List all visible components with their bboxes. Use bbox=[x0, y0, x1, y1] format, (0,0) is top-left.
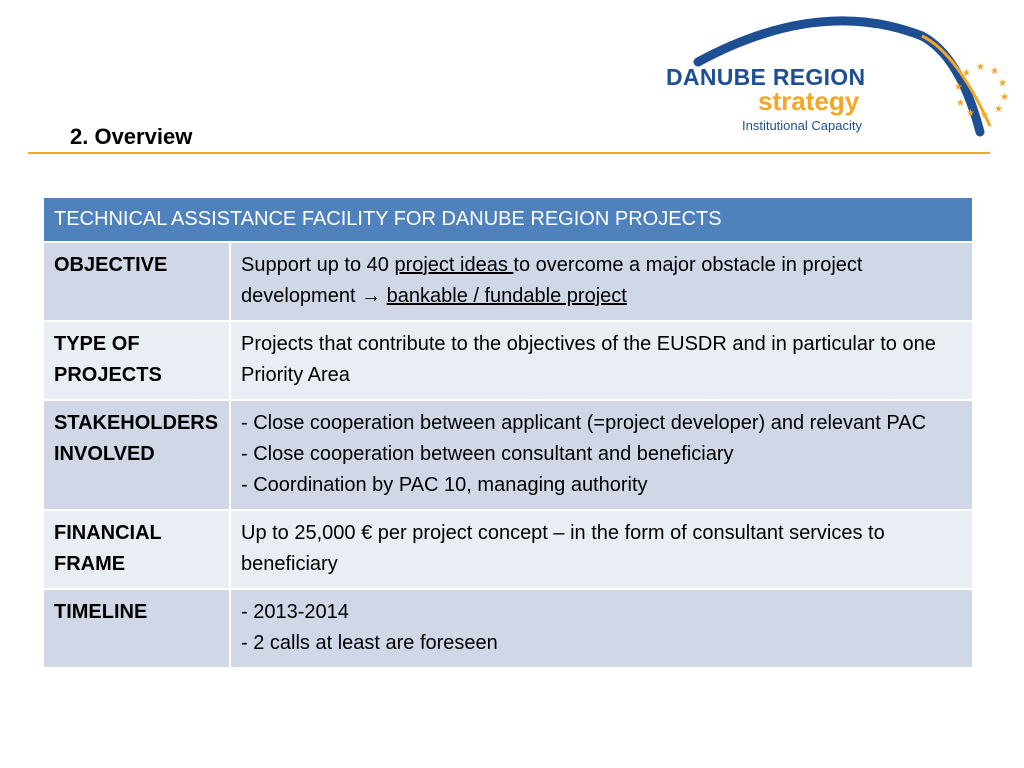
svg-text:★: ★ bbox=[962, 68, 971, 79]
table-row bbox=[44, 321, 972, 400]
row-value-timeline bbox=[230, 589, 972, 668]
timeline-line: - 2 calls at least are foreseen bbox=[241, 632, 498, 654]
timeline-line: - 2013-2014 bbox=[241, 601, 349, 623]
row-value-objective bbox=[230, 242, 972, 321]
stakeholder-line: - Close cooperation between consultant and beneficiary bbox=[241, 443, 734, 465]
row-label-timeline: TIMELINE bbox=[44, 589, 230, 668]
stakeholder-line: - Coordination by PAC 10, managing authority bbox=[241, 474, 648, 496]
svg-text:★: ★ bbox=[994, 104, 1003, 115]
svg-text:★: ★ bbox=[1000, 92, 1009, 103]
project-ideas-link: project ideas bbox=[394, 254, 514, 276]
table-header: TECHNICAL ASSISTANCE FACILITY FOR DANUBE REGION PROJECTS bbox=[44, 198, 972, 242]
stakeholder-line: - Close cooperation between applicant (=project developer) and relevant PAC bbox=[241, 412, 927, 434]
logo-text-strategy: strategy bbox=[758, 86, 860, 116]
svg-text:★: ★ bbox=[998, 78, 1007, 89]
objective-text-b: to overcome a major obstacle in project development bbox=[241, 254, 863, 307]
table-row bbox=[44, 242, 972, 321]
arrow-right-icon: → bbox=[361, 285, 382, 307]
table-row bbox=[44, 510, 972, 589]
danube-region-logo bbox=[660, 14, 1010, 139]
table-header-row bbox=[44, 198, 972, 242]
row-label-stakeholders: STAKEHOLDERS INVOLVED bbox=[44, 400, 230, 510]
title-divider bbox=[28, 152, 990, 154]
svg-text:★: ★ bbox=[980, 110, 989, 121]
bankable-project-link: bankable / fundable project bbox=[386, 285, 627, 307]
svg-text:★: ★ bbox=[976, 62, 985, 73]
table-row bbox=[44, 589, 972, 668]
row-label-objective: OBJECTIVE bbox=[44, 242, 230, 321]
logo-text-danube-region: DANUBE REGION bbox=[666, 64, 866, 90]
row-value-financial-frame: Up to 25,000 € per project concept – in the form of consultant services to beneficiary bbox=[230, 510, 972, 589]
row-label-type-of-projects: TYPE OF PROJECTS bbox=[44, 321, 230, 400]
svg-text:★: ★ bbox=[966, 108, 975, 119]
svg-text:★: ★ bbox=[956, 98, 965, 109]
objective-text-a: Support up to 40 bbox=[241, 254, 395, 276]
logo-text-institutional-capacity: Institutional Capacity bbox=[742, 118, 862, 133]
svg-text:★: ★ bbox=[954, 82, 963, 93]
page-title: 2. Overview bbox=[70, 124, 193, 149]
row-label-financial-frame: FINANCIAL FRAME bbox=[44, 510, 230, 589]
overview-table bbox=[44, 198, 972, 669]
row-value-type-of-projects: Projects that contribute to the objectives of the EUSDR and in particular to one Priority Area bbox=[230, 321, 972, 400]
row-value-stakeholders bbox=[230, 400, 972, 510]
svg-text:★: ★ bbox=[990, 66, 999, 77]
table-row bbox=[44, 400, 972, 510]
